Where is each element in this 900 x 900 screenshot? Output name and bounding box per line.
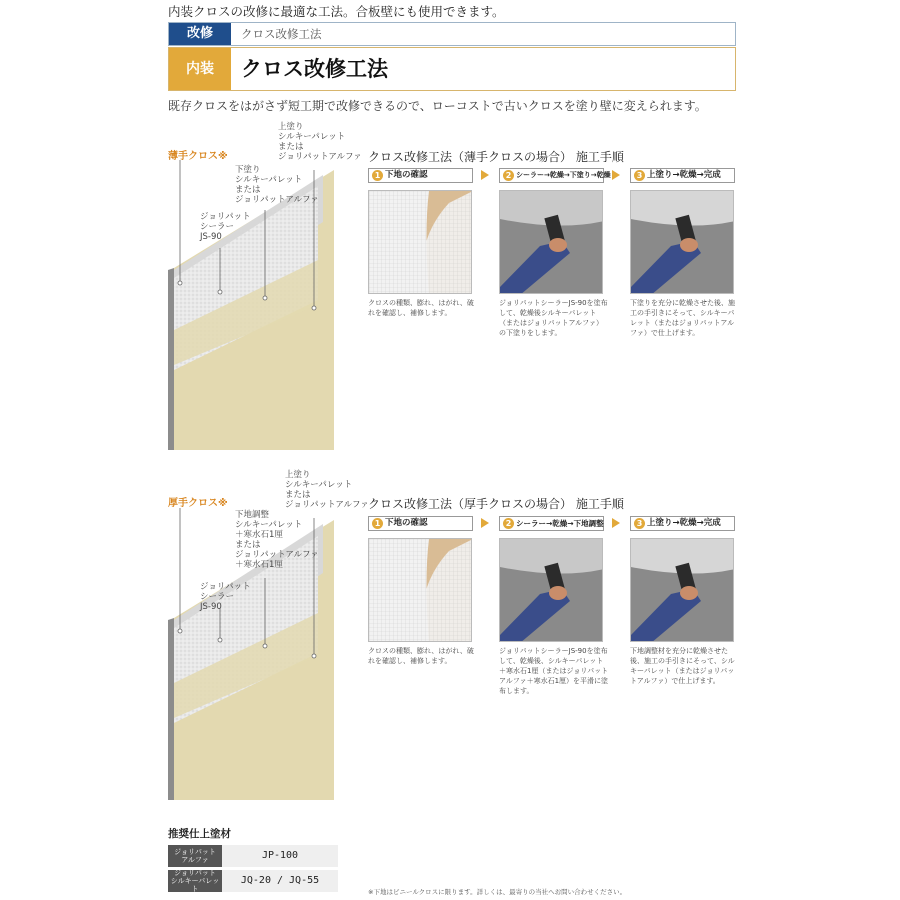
step-1-label: 下地の確認 [385,170,428,180]
category-text: クロス改修工法 [241,27,322,41]
step-3-bar [630,516,735,531]
product-code: JP-100 [222,845,338,867]
top-coat-label: 上塗り シルキーパレット または ジョリパットアルファ [285,470,369,510]
category-header [168,22,736,46]
table-row [168,870,338,892]
product-name [168,845,222,867]
leveling-label: 下地調整 シルキーパレット ＋寒水石1厘 または ジョリパットアルファ ＋寒水石1厘 [235,510,319,570]
top-coat-photo [630,538,734,642]
section-title: クロス改修工法（厚手クロスの場合） 施工手順 [368,497,624,511]
step-1-number: 1 [372,170,383,181]
step-2-number: 2 [503,518,514,529]
step-3-caption: 下地調整材を充分に乾燥させた後、施工の手引きにそって、シルキーパレット（またはジョリパットアルファ）で仕上げます。 [630,647,735,685]
step-3-number: 3 [634,518,645,529]
arrow-icon [481,170,489,180]
thin-cross-label: 薄手クロス※ [168,151,228,162]
section-title: クロス改修工法（薄手クロスの場合） 施工手順 [368,150,624,164]
step-3-label: 上塗り→乾燥→完成 [647,518,721,528]
sealer-label: ジョリパット シーラー JS-90 [200,212,251,242]
step-3-number: 3 [634,170,645,181]
product-name-line: アルファ [181,856,209,864]
product-name-line: ジョリパット [174,869,216,877]
step-2-label: シーラー→乾燥→下地調整 [516,519,604,528]
page-title: クロス改修工法 [241,57,388,81]
product-name [168,870,222,892]
step-2-bar [499,516,604,531]
footnote: ※下地はビニールクロスに限ります。詳しくは、最寄りの当社へお問い合わせください。 [368,888,627,896]
step-2-caption: ジョリパットシーラーJS-90を塗布して、乾燥後シルキーパレット（またはジョリパットアルファ）の下塗りをします。 [499,299,608,337]
substrate-check-photo [368,538,472,642]
intro-text: 内装クロスの改修に最適な工法。合板壁にも使用できます。 [168,4,505,19]
step-1-caption: クロスの種類、膨れ、はがれ、破れを確認し、補修します。 [368,647,474,665]
product-name-line: ジョリパット [174,848,216,856]
arrow-icon [481,518,489,528]
step-1-bar [368,516,473,531]
step-1-bar [368,168,473,183]
arrow-icon [612,518,620,528]
product-name-line: シルキーパレット [170,877,220,893]
recommended-table [168,845,338,895]
step-3-bar [630,168,735,183]
step-1-number: 1 [372,518,383,529]
step-3-label: 上塗り→乾燥→完成 [647,170,721,180]
step-2-bar [499,168,611,183]
product-code: JQ-20 / JQ-55 [222,870,338,892]
thick-cross-label: 厚手クロス※ [168,498,228,509]
title-header [168,47,736,91]
lead-text: 既存クロスをはがさず短工期で改修できるので、ローコストで古いクロスを塗り壁に変えられます。 [168,99,707,113]
step-3-caption: 下塗りを充分に乾燥させた後、施工の手引きにそって、シルキーパレット（またはジョリパットアルファ）で仕上げます。 [630,299,735,337]
arrow-icon [612,170,620,180]
top-coat-photo [630,190,734,294]
substrate-check-photo [368,190,472,294]
base-coat-label: 下塗り シルキーパレット または ジョリパットアルファ [235,165,319,205]
table-row [168,845,338,867]
step-1-caption: クロスの種類、膨れ、はがれ、破れを確認し、補修します。 [368,299,474,317]
category-tag: 改修 [169,23,231,45]
recommended-title: 推奨仕上塗材 [168,828,231,840]
sealer-label: ジョリパット シーラー JS-90 [200,582,251,612]
title-tag: 内装 [169,48,231,90]
step-2-label: シーラー→乾燥→下塗り→乾燥 [516,171,611,179]
top-coat-label: 上塗り シルキーパレット または ジョリパットアルファ [278,122,362,162]
step-1-label: 下地の確認 [385,518,428,528]
step-2-caption: ジョリパットシーラーJS-90を塗布して、乾燥後、シルキーパレット＋寒水石1厘（またはジョリパットアルファ＋寒水石1厘）を平滑に塗布します。 [499,647,609,695]
sealer-application-photo [499,538,603,642]
step-2-number: 2 [503,170,514,181]
sealer-application-photo [499,190,603,294]
